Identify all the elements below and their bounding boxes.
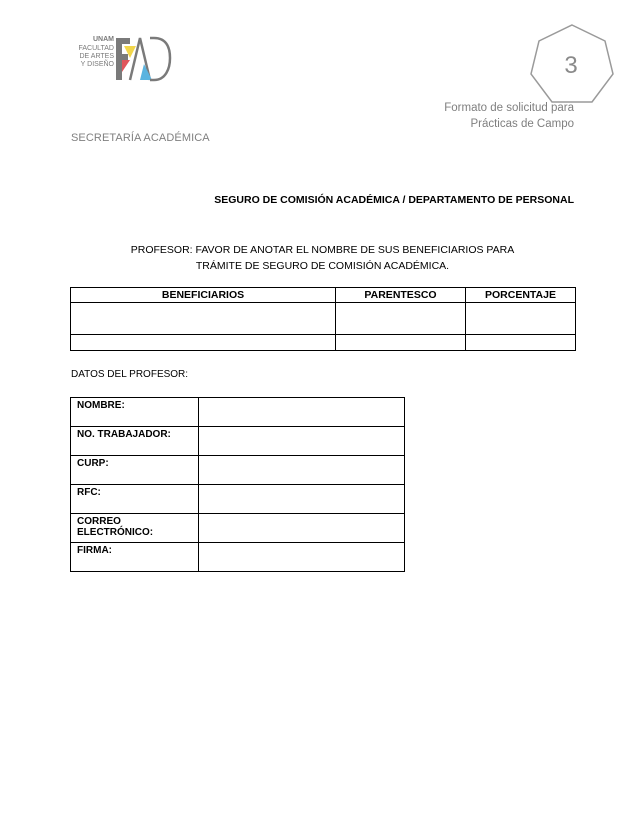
field-label-curp: CURP: (71, 456, 199, 485)
fad-logo-mark-icon (114, 36, 172, 82)
relationship-cell[interactable] (336, 335, 466, 351)
column-header-porcentaje: PORCENTAJE (466, 288, 576, 303)
logo-line-artes: DE ARTES (79, 53, 114, 60)
percentage-cell[interactable] (466, 303, 576, 335)
instructions (70, 242, 575, 274)
instruction-line-1: PROFESOR: FAVOR DE ANOTAR EL NOMBRE DE SUS BENEFICIARIOS PARA (130, 244, 515, 256)
beneficiary-name-cell[interactable] (71, 303, 336, 335)
field-value-correo[interactable] (199, 514, 405, 543)
format-title-line-1: Formato de solicitud para (444, 102, 574, 114)
form-number: 3 (564, 52, 578, 79)
logo-text (70, 36, 114, 69)
table-row (71, 514, 405, 543)
logo-line-diseno: Y DISEÑO (80, 61, 114, 68)
percentage-cell[interactable] (466, 335, 576, 351)
table-row (71, 456, 405, 485)
field-value-firma[interactable] (199, 543, 405, 572)
field-value-curp[interactable] (199, 456, 405, 485)
professor-data-table (70, 397, 405, 572)
table-row (71, 485, 405, 514)
field-value-no-trabajador[interactable] (199, 427, 405, 456)
beneficiary-name-cell[interactable] (71, 335, 336, 351)
field-label-firma: FIRMA: (71, 543, 199, 572)
table-row (71, 543, 405, 572)
instruction-line-2: TRÁMITE DE SEGURO DE COMISIÓN ACADÉMICA. (195, 260, 450, 272)
professor-section-label: DATOS DEL PROFESOR: (71, 369, 189, 380)
relationship-cell[interactable] (336, 303, 466, 335)
table-row (71, 335, 576, 351)
field-value-rfc[interactable] (199, 485, 405, 514)
field-value-nombre[interactable] (199, 398, 405, 427)
field-label-rfc: RFC: (71, 485, 199, 514)
field-label-no-trabajador: NO. TRABAJADOR: (71, 427, 199, 456)
table-row (71, 427, 405, 456)
column-header-parentesco: PARENTESCO (336, 288, 466, 303)
table-row (71, 303, 576, 335)
format-title (444, 100, 574, 132)
beneficiaries-table (70, 287, 576, 351)
table-row (71, 398, 405, 427)
field-label-nombre: NOMBRE: (71, 398, 199, 427)
field-label-correo: CORREO ELECTRÓNICO: (71, 514, 199, 543)
logo-line-facultad: FACULTAD (78, 45, 114, 52)
format-title-line-2: Prácticas de Campo (470, 118, 574, 130)
document-title: SEGURO DE COMISIÓN ACADÉMICA / DEPARTAMENTO DE PERSONAL (214, 194, 574, 206)
logo-unam: UNAM (93, 36, 114, 43)
table-header-row (71, 288, 576, 303)
column-header-beneficiarios: BENEFICIARIOS (71, 288, 336, 303)
department-name: SECRETARÍA ACADÉMICA (71, 132, 210, 144)
fad-logo (70, 36, 180, 84)
